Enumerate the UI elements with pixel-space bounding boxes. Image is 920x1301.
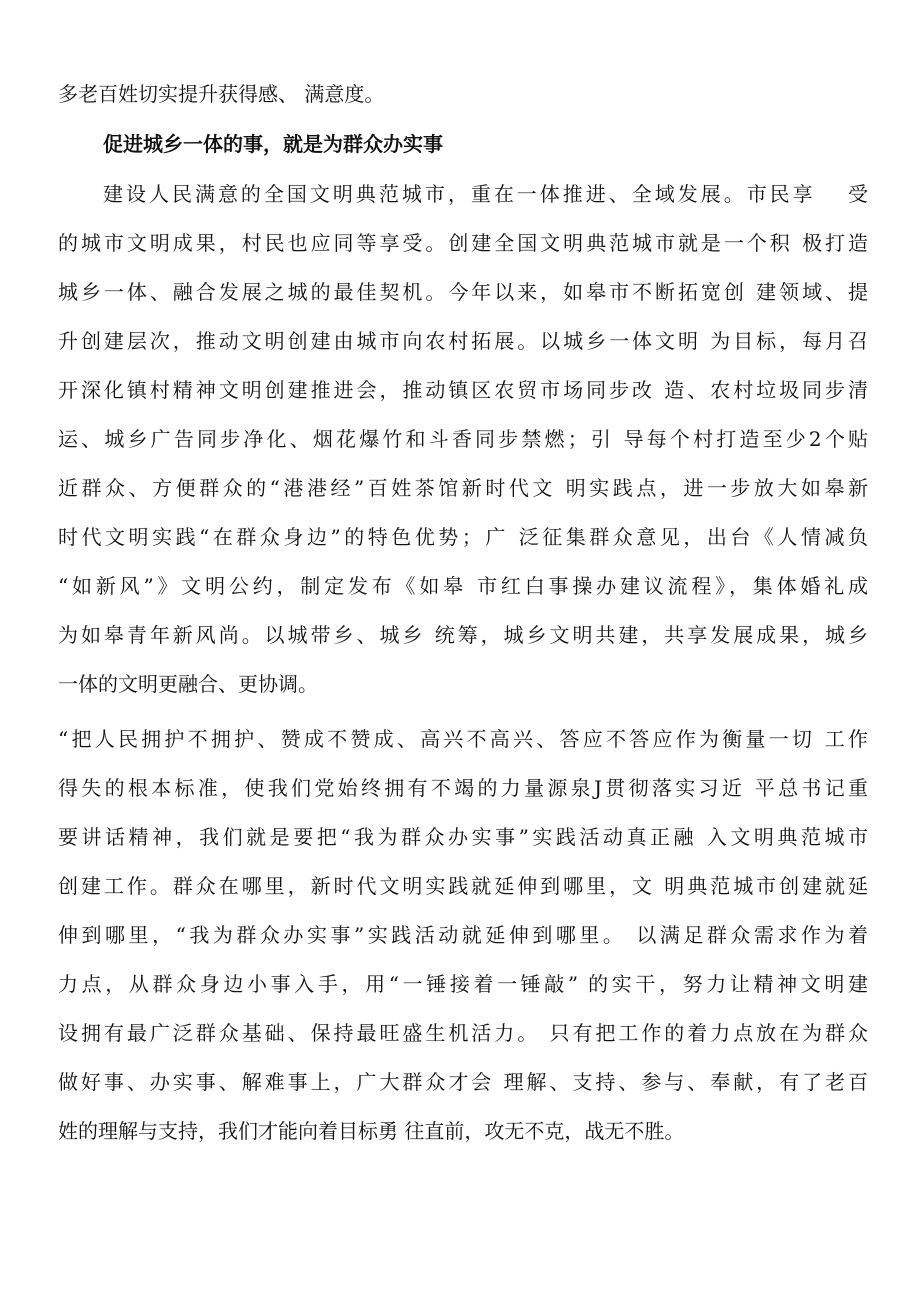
- paragraph-line: 一体的文明更融合、更协调。: [58, 672, 318, 696]
- paragraph-line: 升创建层次，推动文明创建由城市向农村拓展。以城乡一体文明 为目标，每月召: [58, 329, 868, 353]
- paragraph-line: 伸到哪里，“我为群众办实事”实践活动就延伸到哪里。 以满足群众需求作为着: [58, 923, 868, 947]
- paragraph-line: 要讲话精神，我们就是要把“我为群众办实事”实践活动真正融 入文明典范城市: [58, 825, 868, 849]
- paragraph-line: 设拥有最广泛群众基础、保持最旺盛生机活力。 只有把工作的着力点放在为群众: [58, 1021, 868, 1045]
- paragraph-line: 得失的根本标准，使我们党始终拥有不竭的力量源泉J贯彻落实习近 平总书记重: [58, 776, 868, 800]
- paragraph-line: 运、城乡广告同步净化、烟花爆竹和斗香同步禁燃；引 导每个村打造至少2个贴: [58, 427, 868, 451]
- paragraph-line: 时代文明实践“在群众身边”的特色优势；广 泛征集群众意见，出台《人情减负: [58, 525, 868, 549]
- paragraph-line: 近群众、方便群众的“港港经”百姓茶馆新时代文 明实践点，进一步放大如皋新: [58, 476, 868, 500]
- paragraph-line: 力点，从群众身边小事入手，用“一锤接着一锤敲” 的实干，努力让精神文明建: [58, 972, 868, 996]
- paragraph-line: 开深化镇村精神文明创建推进会，推动镇区农贸市场同步改 造、农村垃圾同步清: [58, 378, 868, 402]
- paragraph-line: 建设人民满意的全国文明典范城市，重在一体推进、全域发展。市民享 受: [103, 182, 868, 206]
- paragraph-line: 为如皋青年新风尚。以城带乡、城乡 统筹，城乡文明共建，共享发展成果，城乡: [58, 623, 868, 647]
- paragraph-line: 做好事、办实事、解难事上，广大群众才会 理解、支持、参与、奉献，有了老百: [58, 1070, 868, 1094]
- paragraph-line: “如新风”》文明公约，制定发布《如皋 市红白事操办建议流程》，集体婚礼成: [58, 574, 868, 598]
- paragraph-line: “把人民拥护不拥护、赞成不赞成、高兴不高兴、答应不答应作为衡量一切 工作: [58, 727, 868, 751]
- paragraph-line: 的城市文明成果，村民也应同等享受。创建全国文明典范城市就是一个积 极打造: [58, 231, 868, 255]
- text-line: 多老百姓切实提升获得感、 满意度。: [58, 82, 385, 106]
- paragraph-line: 创建工作。群众在哪里，新时代文明实践就延伸到哪里，文 明典范城市创建就延: [58, 874, 868, 898]
- paragraph-line: 城乡一体、融合发展之城的最佳契机。今年以来，如皋市不断拓宽创 建领域、提: [58, 280, 868, 304]
- section-heading: 促进城乡一体的事，就是为群众办实事: [103, 132, 443, 156]
- paragraph-line: 姓的理解与支持，我们才能向着目标勇 往直前，攻无不克，战无不胜。: [58, 1119, 685, 1143]
